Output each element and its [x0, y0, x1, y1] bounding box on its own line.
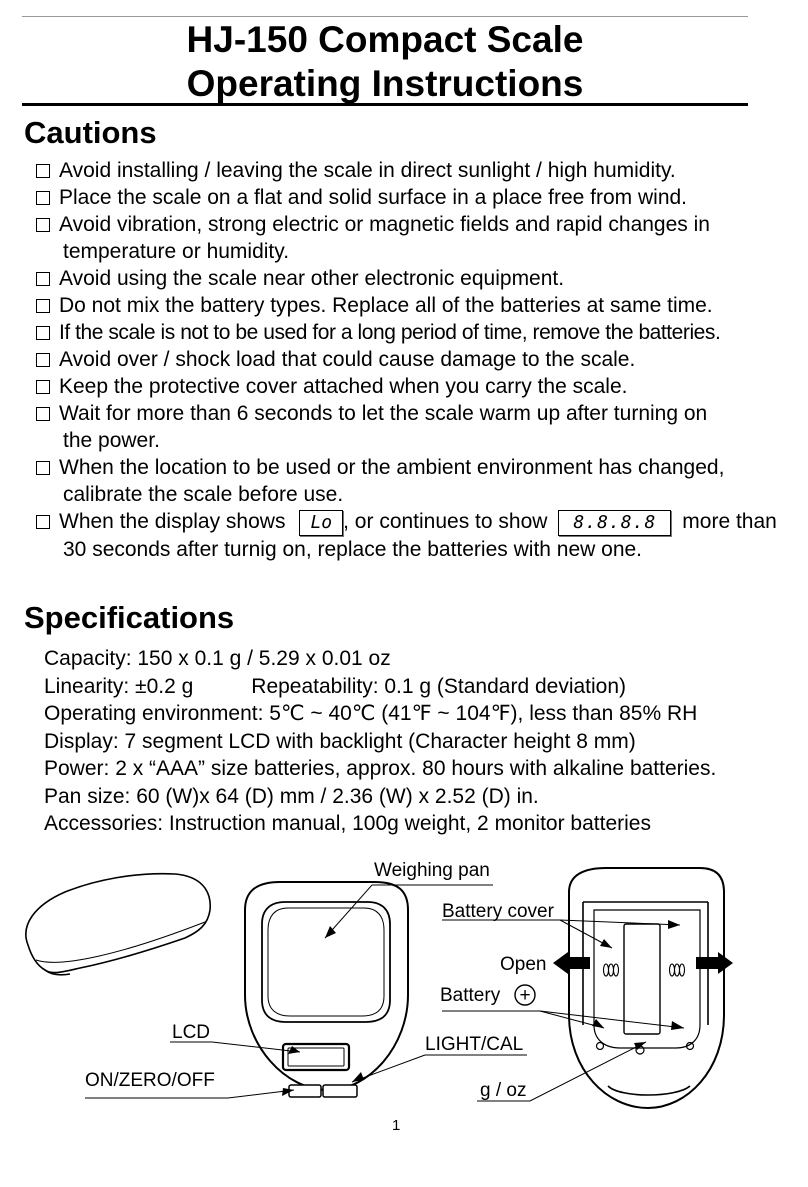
- open-left-arrow-icon: [553, 952, 590, 974]
- caution-item: If the scale is not to be used for a long period of time, remove the batteries.: [36, 319, 796, 346]
- checkbox-icon: [36, 299, 50, 313]
- label-battery: Battery: [440, 985, 501, 1006]
- page-number: 1: [392, 1117, 401, 1134]
- label-g-oz: g / oz: [480, 1080, 527, 1101]
- checkbox-icon: [36, 461, 50, 475]
- spec-linearity: Linearity: ±0.2 g: [44, 674, 194, 698]
- checkbox-icon: [36, 515, 50, 529]
- checkbox-icon: [36, 380, 50, 394]
- cautions-heading: Cautions: [24, 115, 157, 150]
- label-on-zero-off: ON/ZERO/OFF: [85, 1070, 215, 1091]
- spec-capacity: Capacity: 150 x 0.1 g / 5.29 x 0.01 oz: [44, 647, 391, 670]
- specifications-heading: Specifications: [24, 600, 235, 635]
- checkbox-icon: [36, 272, 50, 286]
- title-line-2: Operating Instructions: [186, 63, 584, 104]
- caution-item: Avoid over / shock load that could cause damage to the scale.: [36, 346, 796, 373]
- caution-item: Avoid installing / leaving the scale in direct sunlight / high humidity.: [36, 157, 796, 184]
- title-line-1: HJ-150 Compact Scale: [186, 19, 584, 60]
- title-rule: [22, 103, 748, 106]
- lcd-all-segments-display: 8.8.8.8: [558, 510, 671, 536]
- specifications-list: [44, 645, 716, 838]
- spec-repeatability: Repeatability: 0.1 g (Standard deviation): [251, 674, 627, 698]
- caution-item: When the display shows Lo , or continues to show 8.8.8.8 more than 30 seconds after turnig on, replace the batteries with new one.: [36, 508, 796, 563]
- cautions-list: [36, 157, 796, 563]
- spring-icon: [604, 964, 685, 976]
- scale-diagram: [0, 850, 808, 1115]
- protective-cover-illustration: [26, 874, 210, 975]
- caution-item: Place the scale on a flat and solid surface in a place free from wind.: [36, 184, 796, 211]
- lcd-low-battery-display: Lo: [299, 510, 343, 536]
- spec-pan-size: Pan size: 60 (W)x 64 (D) mm / 2.36 (W) x 2.52 (D) in.: [44, 784, 539, 808]
- open-right-arrow-icon: [696, 952, 733, 974]
- label-lcd: LCD: [172, 1022, 211, 1043]
- caution-item: Avoid using the scale near other electronic equipment.: [36, 265, 796, 292]
- document-title: [22, 18, 748, 106]
- spec-linearity-row: [44, 673, 716, 701]
- spec-power: Power: 2 x “AAA” size batteries, approx. 80 hours with alkaline batteries.: [44, 757, 717, 780]
- checkbox-icon: [36, 164, 50, 178]
- spec-accessories: Accessories: Instruction manual, 100g weight, 2 monitor batteries: [44, 812, 651, 835]
- checkbox-icon: [36, 191, 50, 205]
- scale-front-illustration: [245, 882, 408, 1097]
- caution-item: Wait for more than 6 seconds to let the scale warm up after turning on the power.: [36, 400, 796, 454]
- checkbox-icon: [36, 218, 50, 232]
- label-open: Open: [500, 954, 547, 975]
- checkbox-icon: [36, 407, 50, 421]
- spec-operating-environment: Operating environment: 5℃ ~ 40℃ (41℉ ~ 104℉), less than 85% RH: [44, 702, 698, 725]
- checkbox-icon: [36, 326, 50, 340]
- caution-item: Do not mix the battery types. Replace all of the batteries at same time.: [36, 292, 796, 319]
- scale-back-illustration: [569, 868, 724, 1108]
- checkbox-icon: [36, 353, 50, 367]
- battery-plus-symbol: +: [519, 985, 531, 1006]
- top-rule: [22, 16, 748, 17]
- label-light-cal: LIGHT/CAL: [425, 1034, 524, 1055]
- caution-item: When the location to be used or the ambient environment has changed, calibrate the scale before use.: [36, 454, 796, 508]
- caution-item: Keep the protective cover attached when you carry the scale.: [36, 373, 796, 400]
- label-weighing-pan: Weighing pan: [374, 860, 490, 881]
- caution-item: Avoid vibration, strong electric or magnetic fields and rapid changes in temperature or humidity.: [36, 211, 796, 265]
- spec-display: Display: 7 segment LCD with backlight (Character height 8 mm): [44, 729, 636, 753]
- label-battery-cover: Battery cover: [442, 901, 554, 922]
